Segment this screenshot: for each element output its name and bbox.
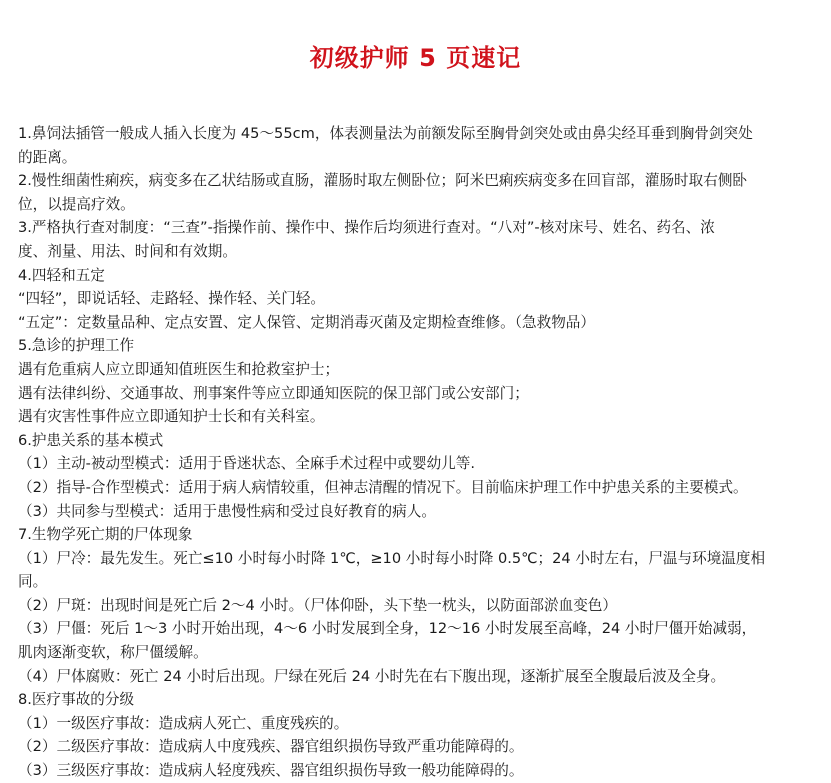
text-line: 遇有灾害性事件应立即通知护士长和有关科室。 [18, 408, 325, 426]
list-item: （3）三级医疗事故：造成病人轻度残疾、器官组织损伤导致一般功能障碍的。 [18, 762, 524, 780]
text-line: 2.慢性细菌性痢疾，病变多在乙状结肠或直肠，灌肠时取左侧卧位；阿米巴痢疾病变多在回盲部，灌肠时取右侧卧 [18, 172, 748, 190]
text-line: 同。 [18, 573, 48, 591]
text-line: “四轻”，即说话轻、走路轻、操作轻、关门轻。 [18, 290, 325, 308]
section-heading: 7.生物学死亡期的尸体现象 [18, 526, 193, 544]
text-line: 遇有法律纠纷、交通事故、刑事案件等应立即通知医院的保卫部门或公安部门； [18, 384, 529, 402]
text-line: 度、剂量、用法、时间和有效期。 [18, 242, 237, 260]
text-line: 3.严格执行查对制度：“三查”-指操作前、操作中、操作后均须进行查对。“八对”-核对床号、姓名、药名、浓 [18, 219, 715, 237]
list-item: （1）一级医疗事故：造成病人死亡、重度残疾的。 [18, 714, 349, 732]
list-item: （3）共同参与型模式：适用于患慢性病和受过良好教育的病人。 [18, 502, 436, 520]
text-line: 位，以提高疗效。 [18, 195, 135, 213]
list-item: （2）二级医疗事故：造成病人中度残疾、器官组织损伤导致严重功能障碍的。 [18, 738, 524, 756]
list-item: （3）尸僵：死后 1～3 小时开始出现，4～6 小时发展到全身，12～16 小时发展至高峰，24 小时尸僵开始减弱， [18, 620, 757, 638]
text-line: 1.鼻饲法插管一般成人插入长度为 45～55cm，体表测量法为前额发际至胸骨剑突处或由鼻尖经耳垂到胸骨剑突处 [18, 125, 753, 142]
section-heading: 4.四轻和五定 [18, 266, 105, 284]
text-line: 遇有危重病人应立即通知值班医生和抢救室护士； [18, 360, 340, 378]
section-heading: 5.急诊的护理工作 [18, 337, 135, 355]
section-heading: 6.护患关系的基本模式 [18, 431, 164, 449]
text-line: 肌肉逐渐变软，称尸僵缓解。 [18, 644, 208, 662]
list-item: （2）尸斑：出现时间是死亡后 2～4 小时。（尸体仰卧，头下垫一枕头，以防面部淤血变色） [18, 596, 617, 614]
list-item: （4）尸体腐败：死亡 24 小时后出现。尸绿在死后 24 小时先在右下腹出现，逐渐扩展至全腹最后波及全身。 [18, 667, 726, 685]
text-line: “五定”：定数量品种、定点安置、定人保管、定期消毒灭菌及定期检查维修。（急救物品） [18, 313, 595, 331]
document-body [18, 122, 813, 783]
text-line: 的距离。 [18, 148, 77, 166]
list-item: （1）尸冷：最先发生。死亡≤10 小时每小时降 1℃，≥10 小时每小时降 0.5℃；24 小时左右，尸温与环境温度相 [18, 549, 766, 567]
page-title: 初级护师 5 页速记 [309, 44, 522, 72]
list-item: （1）主动-被动型模式：适用于昏迷状态、全麻手术过程中或婴幼儿等. [18, 455, 476, 473]
list-item: （2）指导-合作型模式：适用于病人病情较重，但神志清醒的情况下。目前临床护理工作中护患关系的主要模式。 [18, 478, 748, 496]
section-heading: 8.医疗事故的分级 [18, 691, 135, 709]
